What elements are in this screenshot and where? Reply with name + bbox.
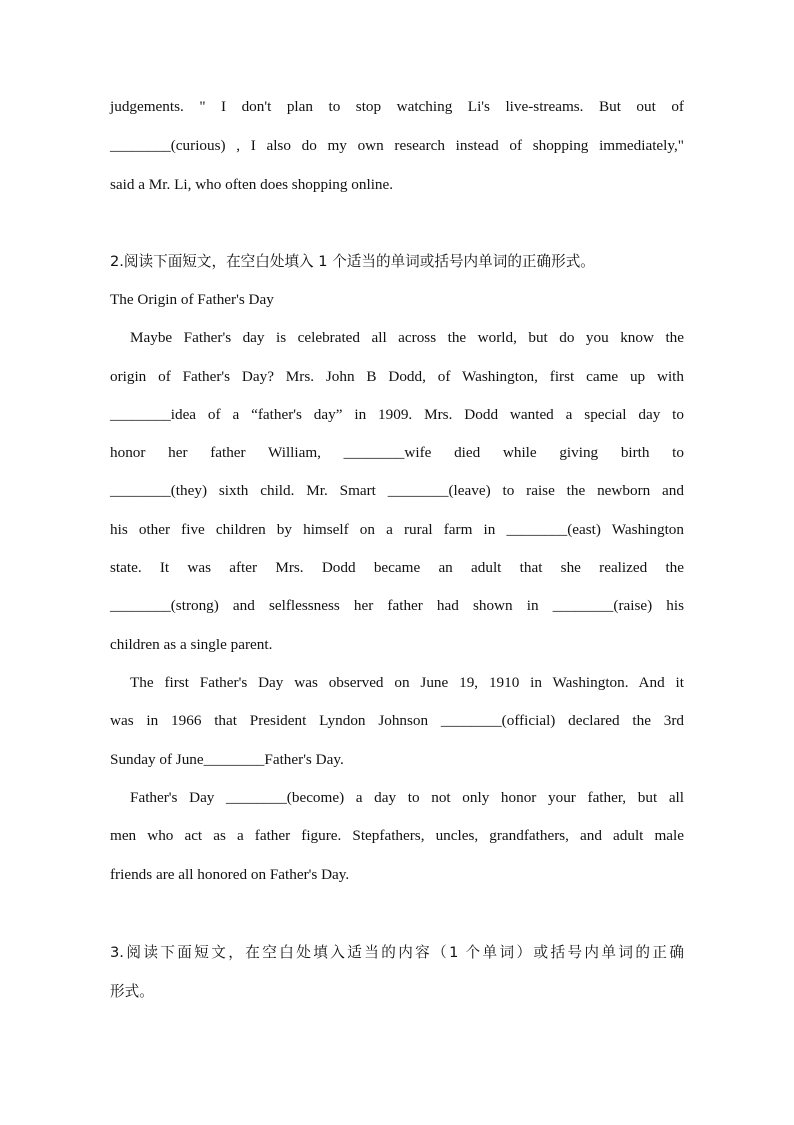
text-line: men who act as a father figure. Stepfathers, uncles, grandfathers, and adult male — [110, 827, 684, 844]
text-line: was in 1966 that President Lyndon Johnson ________(official) declared the 3rd — [110, 712, 684, 729]
text-line: honor her father William, ________wife died while giving birth to — [110, 444, 684, 461]
text-line: ________idea of a “father's day” in 1909. Mrs. Dodd wanted a special day to — [110, 406, 684, 423]
text-line: ________(curious) , I also do my own research instead of shopping immediately," — [110, 137, 684, 154]
text-line: said a Mr. Li, who often does shopping online. — [110, 176, 394, 193]
text-line: The first Father's Day was observed on June 19, 1910 in Washington. And it — [130, 674, 684, 691]
question-3-instruction: 3.阅读下面短文，在空白处填入适当的内容（1 个单词）或括号内单词的正确 — [110, 944, 684, 961]
text-line: friends are all honored on Father's Day. — [110, 866, 350, 883]
text-line: children as a single parent. — [110, 636, 273, 653]
text-line: Sunday of June________Father's Day. — [110, 751, 344, 768]
text-line: ________(strong) and selflessness her father had shown in ________(raise) his — [110, 597, 684, 614]
text-line: state. It was after Mrs. Dodd became an adult that she realized the — [110, 559, 684, 576]
question-3-instruction-cont: 形式。 — [110, 983, 154, 1000]
question-2-instruction: 2.阅读下面短文，在空白处填入 1 个适当的单词或括号内单词的正确形式。 — [110, 253, 595, 270]
text-line: judgements. " I don't plan to stop watching Li's live-streams. But out of — [110, 98, 684, 115]
text-line: Father's Day ________(become) a day to not only honor your father, but all — [130, 789, 684, 806]
text-line: ________(they) sixth child. Mr. Smart ________(leave) to raise the newborn and — [110, 482, 684, 499]
text-line: Maybe Father's day is celebrated all across the world, but do you know the — [130, 329, 684, 346]
passage-title: The Origin of Father's Day — [110, 291, 274, 308]
text-line: his other five children by himself on a rural farm in ________(east) Washington — [110, 521, 684, 538]
text-line: origin of Father's Day? Mrs. John B Dodd, of Washington, first came up with — [110, 368, 684, 385]
